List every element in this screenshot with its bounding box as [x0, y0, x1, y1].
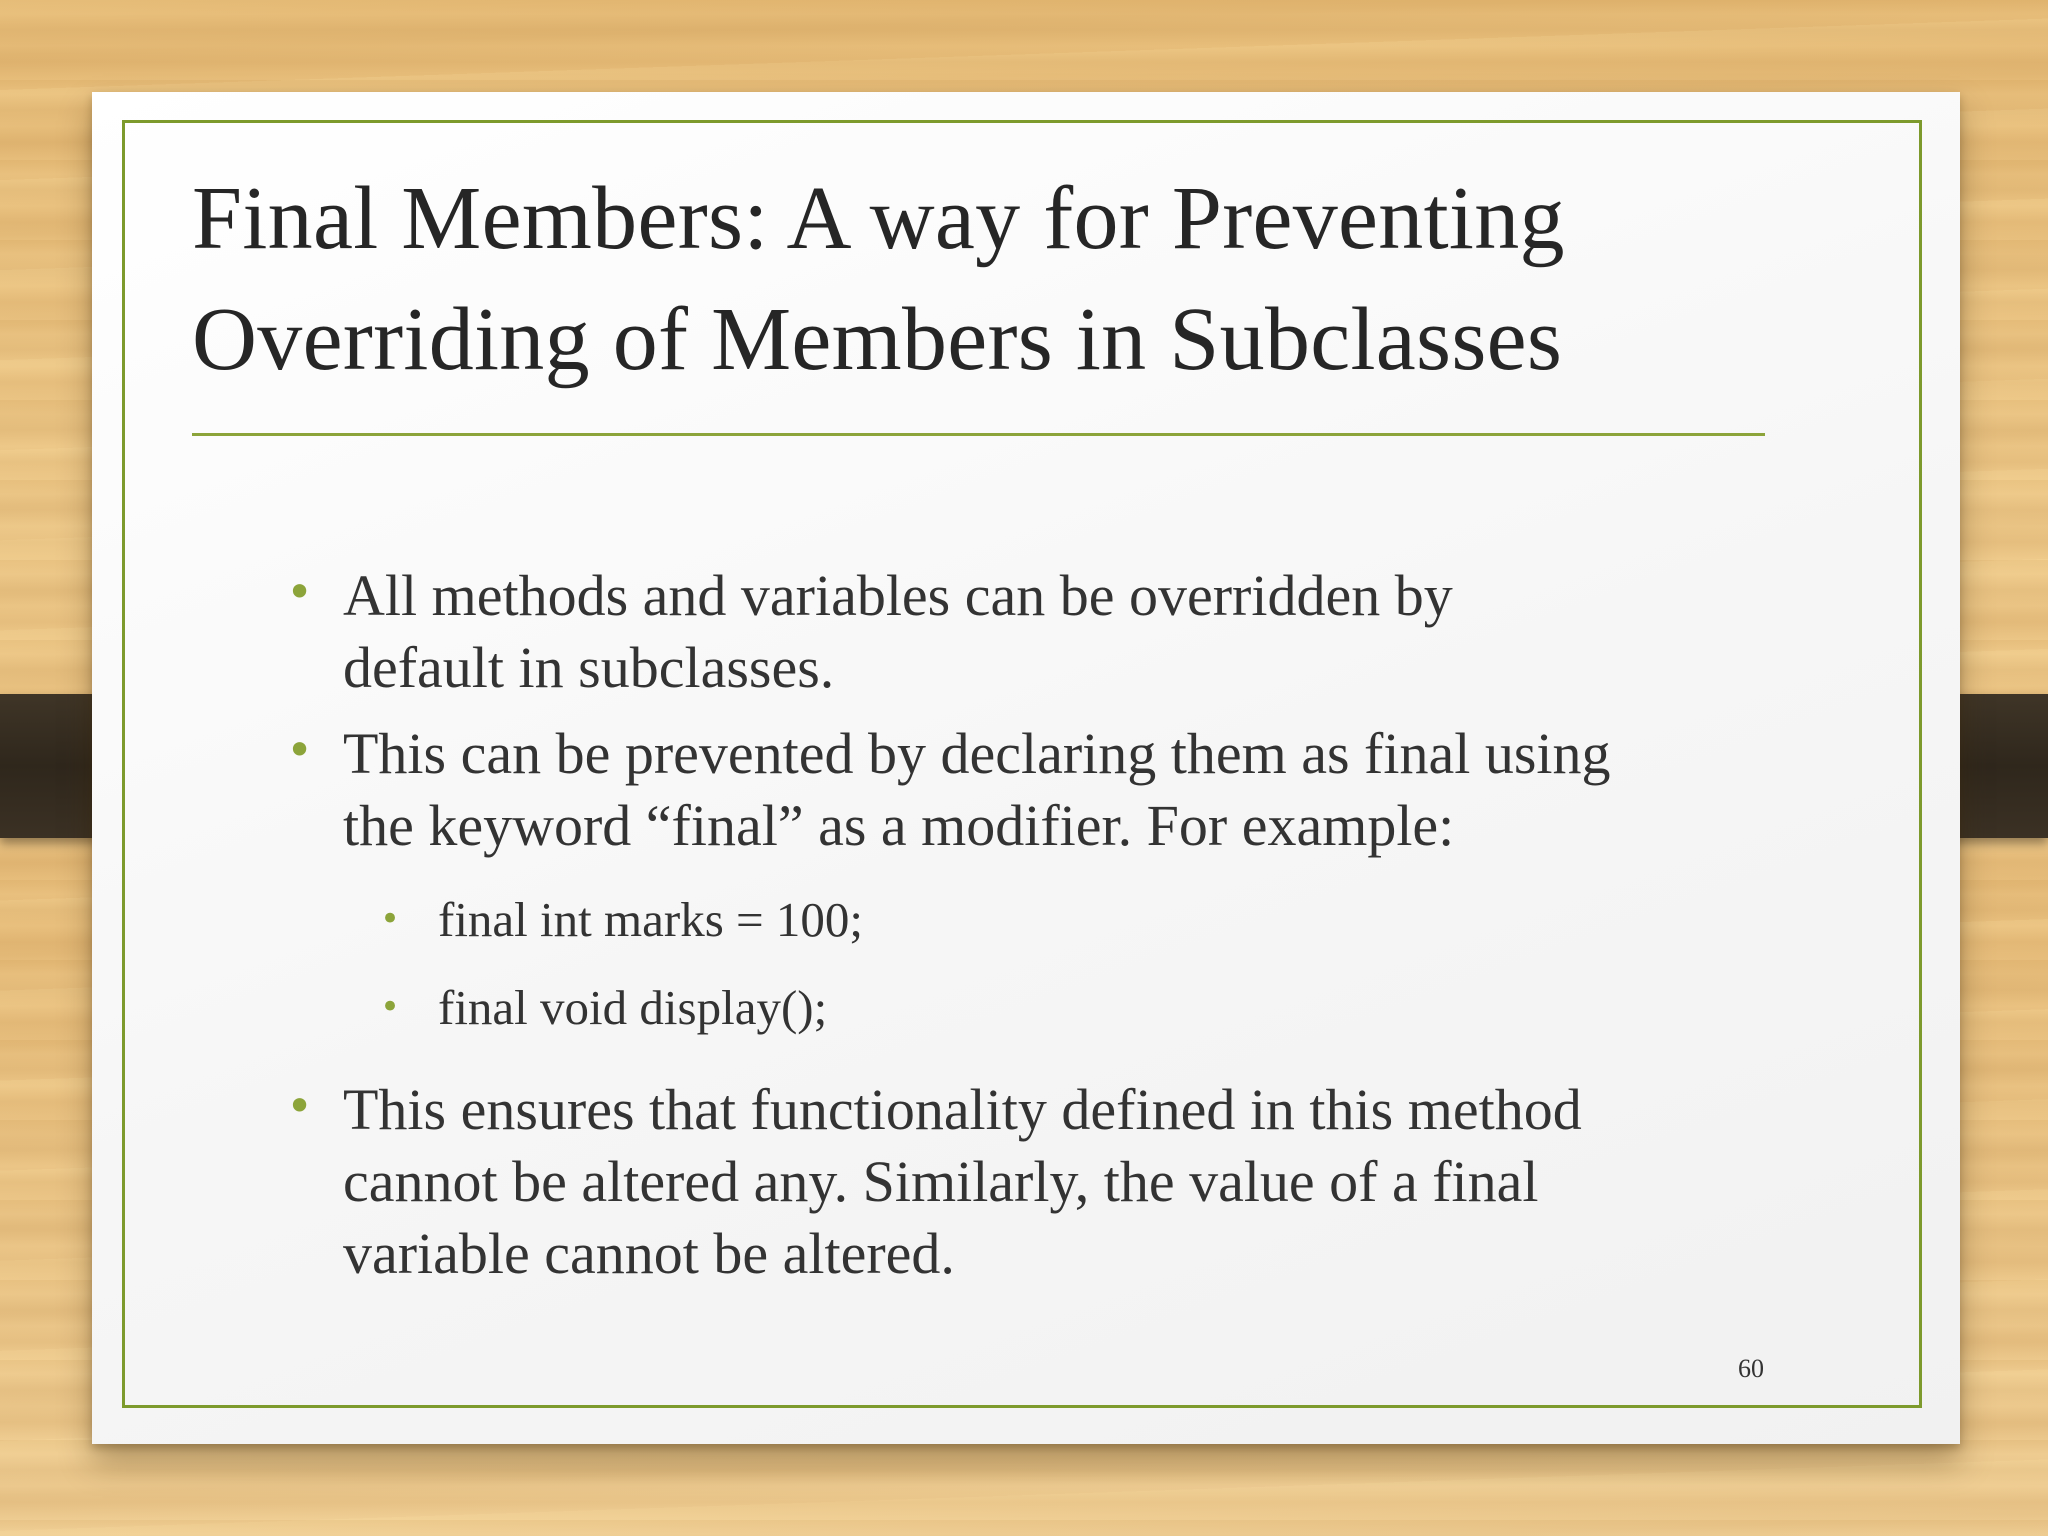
bullet-dot-icon: •	[286, 565, 314, 619]
title-divider	[192, 433, 1765, 436]
bullet-2-line-2: the keyword “final” as a modifier. For example:	[343, 793, 1455, 858]
page-number: 60	[1738, 1354, 1764, 1383]
sub-bullet-item-1	[192, 876, 1782, 964]
slide-title	[192, 158, 1792, 400]
sub-bullet-1-text: final int marks = 100;	[438, 892, 864, 947]
bullet-3-line-2: cannot be altered any. Similarly, the value of a final	[343, 1149, 1539, 1214]
sub-bullet-item-2	[192, 964, 1782, 1052]
bullet-item-3	[192, 1074, 1782, 1290]
bullet-item-2	[192, 718, 1782, 862]
bullet-dot-icon: •	[286, 1079, 314, 1133]
sub-bullet-dot-icon: •	[380, 899, 401, 939]
bullet-2-line-1: This can be prevented by declaring them as final using	[343, 721, 1611, 786]
bullet-item-1	[192, 560, 1782, 704]
bullet-dot-icon: •	[286, 723, 314, 777]
bullet-list	[192, 560, 1782, 1290]
sub-bullet-2-text: final void display();	[438, 980, 828, 1035]
sub-bullet-dot-icon: •	[380, 987, 401, 1027]
slide-title-line-1: Final Members: A way for Preventing	[192, 169, 1565, 268]
slide-title-line-2: Overriding of Members in Subclasses	[192, 290, 1563, 389]
bullet-3-line-1: This ensures that functionality defined in this method	[343, 1077, 1582, 1142]
bullet-1-line-2: default in subclasses.	[343, 635, 835, 700]
bullet-1-line-1: All methods and variables can be overridden by	[343, 563, 1453, 628]
bullet-3-line-3: variable cannot be altered.	[343, 1221, 955, 1286]
